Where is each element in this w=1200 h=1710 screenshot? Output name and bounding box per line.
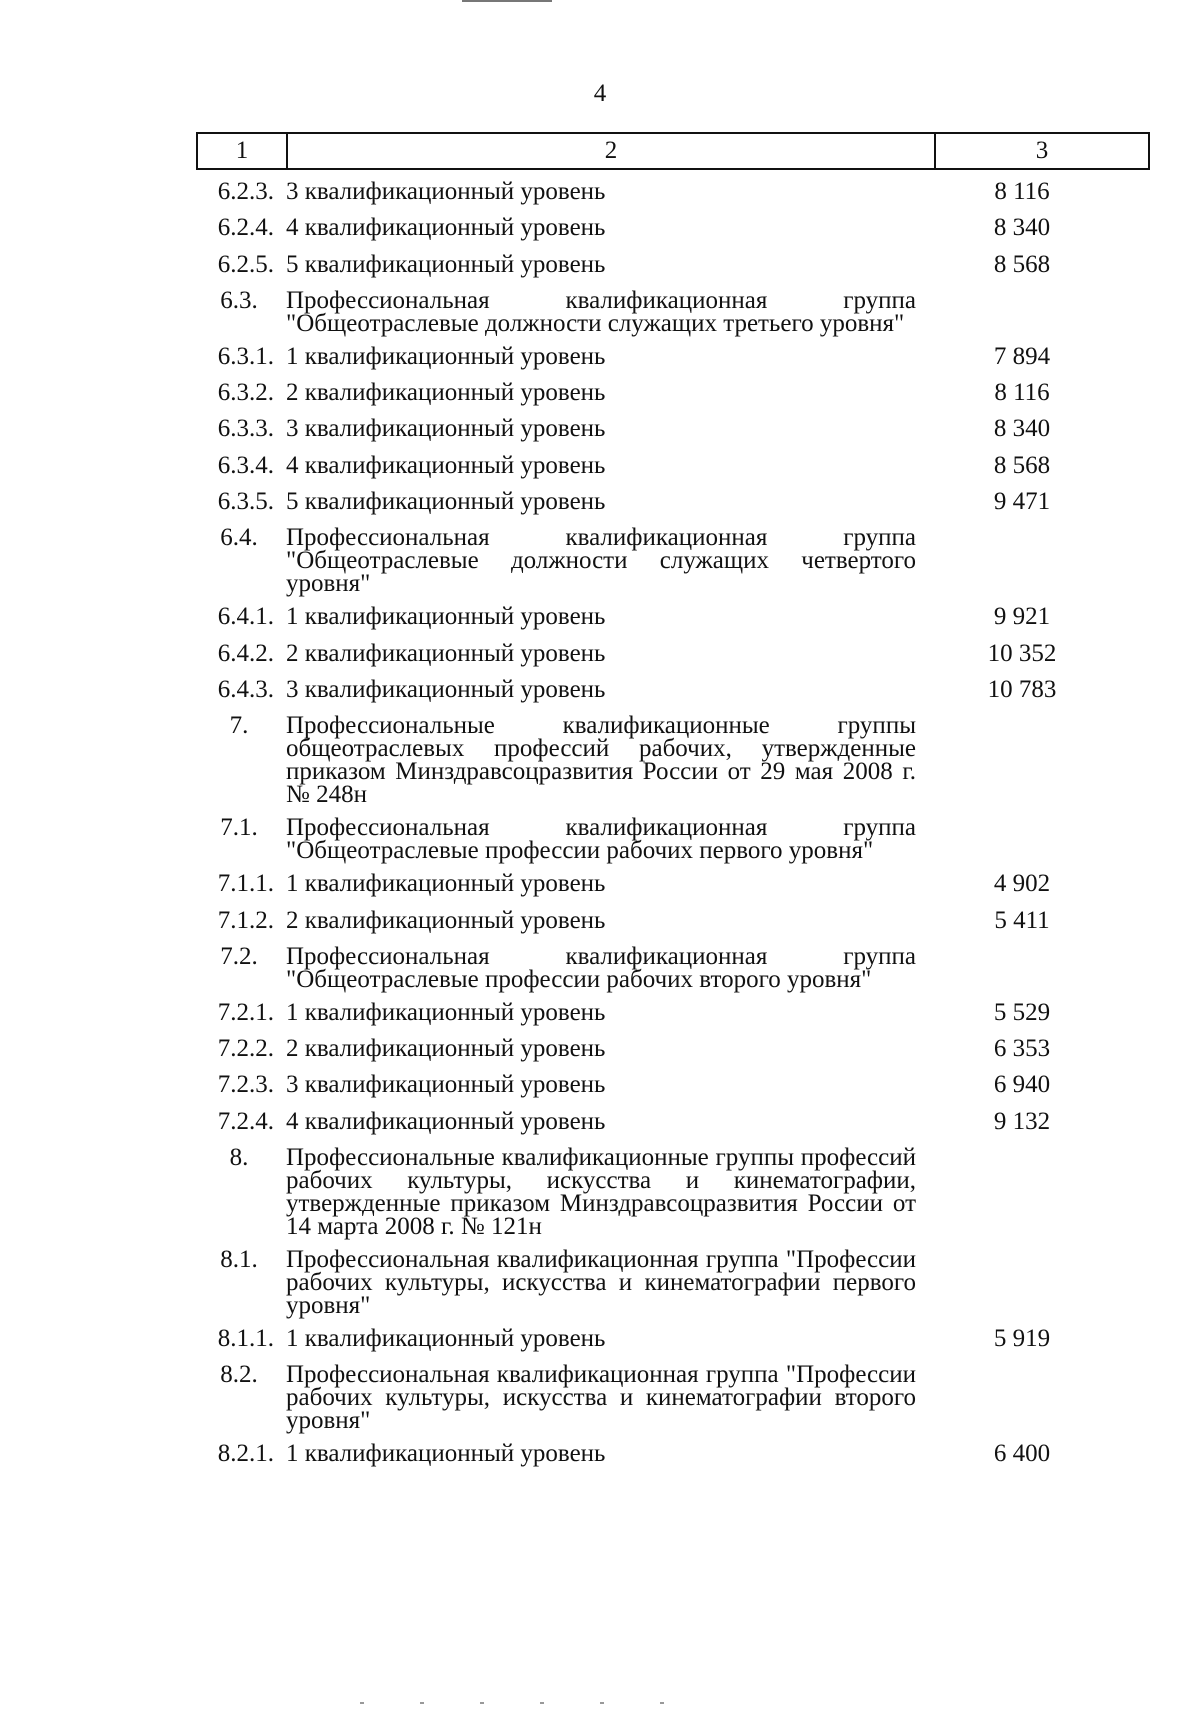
row-name: 2 квалификационный уровень bbox=[286, 379, 606, 407]
row-number: 6.2.4. bbox=[217, 214, 274, 242]
row-number: 8. bbox=[229, 1144, 249, 1172]
row-number: 7.2.4. bbox=[217, 1107, 274, 1135]
row-name: 3 квалификационный уровень bbox=[286, 1071, 606, 1099]
row-name: 4 квалификационный уровень bbox=[286, 451, 606, 479]
row-name: 3 квалификационный уровень bbox=[286, 178, 606, 205]
row-name: 1 квалификационный уровень bbox=[286, 603, 606, 631]
row-number: 6.3.1. bbox=[217, 342, 274, 370]
top-rule bbox=[462, 0, 552, 2]
row-name: Профессиональная квалификационная группа "Общеотраслевые должности служащих четвертого уровня" bbox=[286, 524, 916, 598]
row-number: 7.1.2. bbox=[217, 906, 274, 934]
table-row bbox=[196, 1321, 1150, 1357]
row-value bbox=[934, 945, 1150, 991]
row-value: 10 352 bbox=[987, 639, 1057, 667]
row-value bbox=[934, 1248, 1150, 1317]
row-name: Профессиональная квалификационная группа "Общеотраслевые профессии рабочих первого уровня" bbox=[286, 814, 916, 865]
table-row bbox=[196, 484, 1150, 520]
row-name: 2 квалификационный уровень bbox=[286, 639, 606, 667]
row-value bbox=[934, 1363, 1150, 1432]
row-value bbox=[934, 1146, 1150, 1238]
row-number: 6.4.3. bbox=[217, 675, 274, 703]
row-value bbox=[934, 526, 1150, 595]
table-row bbox=[196, 210, 1150, 246]
table-row bbox=[196, 939, 1150, 995]
header-col-1: 1 bbox=[198, 134, 288, 168]
row-value: 4 902 bbox=[993, 870, 1051, 898]
table-row bbox=[196, 411, 1150, 447]
row-name: Профессиональная квалификационная группа "Профессии рабочих культуры, искусства и кинематографии второго уровня" bbox=[286, 1361, 916, 1435]
row-value bbox=[934, 816, 1150, 862]
table-row bbox=[196, 1436, 1150, 1472]
row-value: 5 529 bbox=[993, 998, 1051, 1026]
row-value: 9 921 bbox=[993, 603, 1051, 631]
row-name: 5 квалификационный уровень bbox=[286, 250, 606, 278]
row-name: 5 квалификационный уровень bbox=[286, 488, 606, 516]
table-row bbox=[196, 672, 1150, 708]
table-row bbox=[196, 283, 1150, 339]
table-row bbox=[196, 1242, 1150, 1321]
header-col-3: 3 bbox=[1035, 137, 1049, 164]
row-name: 4 квалификационный уровень bbox=[286, 1107, 606, 1135]
row-value: 6 940 bbox=[993, 1071, 1051, 1099]
table-row bbox=[196, 1140, 1150, 1242]
row-number: 7.1.1. bbox=[217, 870, 274, 898]
row-number: 6.3.3. bbox=[217, 415, 274, 443]
row-name: 1 квалификационный уровень bbox=[286, 342, 606, 370]
row-number: 7.2. bbox=[220, 942, 258, 970]
header-col-2: 2 bbox=[288, 134, 936, 168]
row-name: Профессиональная квалификационная группа "Общеотраслевые должности служащих третьего уровня" bbox=[286, 286, 916, 337]
row-number: 6.4.2. bbox=[217, 639, 274, 667]
table-row bbox=[196, 247, 1150, 283]
row-name: Профессиональная квалификационная группа "Профессии рабочих культуры, искусства и кинематографии первого уровня" bbox=[286, 1246, 916, 1320]
table-row bbox=[196, 903, 1150, 939]
row-number: 7.1. bbox=[220, 814, 258, 842]
row-name: 4 квалификационный уровень bbox=[286, 214, 606, 242]
row-number: 6.4.1. bbox=[217, 603, 274, 631]
row-number: 7.2.1. bbox=[217, 998, 274, 1026]
row-value: 8 568 bbox=[993, 250, 1051, 278]
page-number: 4 bbox=[593, 80, 607, 107]
table-row bbox=[196, 1104, 1150, 1140]
row-number: 6.3. bbox=[220, 286, 258, 314]
table-row bbox=[196, 866, 1150, 902]
row-value: 8 116 bbox=[994, 178, 1050, 205]
row-value: 8 116 bbox=[994, 379, 1050, 407]
row-number: 8.1. bbox=[220, 1246, 258, 1274]
table-row bbox=[196, 599, 1150, 635]
table-header bbox=[196, 132, 1150, 170]
table-row bbox=[196, 708, 1150, 810]
row-value bbox=[934, 289, 1150, 335]
row-number: 8.2.1. bbox=[217, 1440, 274, 1468]
row-value: 10 783 bbox=[987, 675, 1057, 703]
row-number: 8.2. bbox=[220, 1361, 258, 1389]
table-row bbox=[196, 995, 1150, 1031]
row-number: 6.2.3. bbox=[217, 178, 274, 205]
table-row bbox=[196, 520, 1150, 599]
table-row bbox=[196, 810, 1150, 866]
bottom-scan-marks bbox=[360, 1702, 700, 1704]
row-value: 5 411 bbox=[994, 906, 1050, 934]
row-value: 7 894 bbox=[993, 342, 1051, 370]
row-value bbox=[934, 714, 1150, 806]
row-number: 7.2.2. bbox=[217, 1035, 274, 1063]
table-row bbox=[196, 174, 1150, 210]
row-value: 6 400 bbox=[993, 1440, 1051, 1468]
row-name: 1 квалификационный уровень bbox=[286, 1440, 606, 1468]
row-name: Профессиональные квалификационные группы общеотраслевых профессий рабочих, утвержденные приказом Минздравсоцразвития России от 29 мая 2008 г. № 248н bbox=[286, 712, 916, 809]
row-name: 1 квалификационный уровень bbox=[286, 998, 606, 1026]
row-name: 1 квалификационный уровень bbox=[286, 870, 606, 898]
row-number: 8.1.1. bbox=[217, 1325, 274, 1353]
row-name: Профессиональные квалификационные группы профессий рабочих культуры, искусства и кинематографии, утвержденные приказом Минздравсоцразвития России от 14 марта 2008 г. № 121н bbox=[286, 1144, 916, 1241]
row-value: 6 353 bbox=[993, 1035, 1051, 1063]
row-number: 6.3.2. bbox=[217, 379, 274, 407]
row-name: 2 квалификационный уровень bbox=[286, 906, 606, 934]
row-name: 1 квалификационный уровень bbox=[286, 1325, 606, 1353]
row-name: Профессиональная квалификационная группа "Общеотраслевые профессии рабочих второго уровня" bbox=[286, 942, 916, 993]
row-number: 7. bbox=[229, 712, 249, 740]
row-name: 3 квалификационный уровень bbox=[286, 415, 606, 443]
row-value: 8 568 bbox=[993, 451, 1051, 479]
row-name: 3 квалификационный уровень bbox=[286, 675, 606, 703]
row-number: 6.2.5. bbox=[217, 250, 274, 278]
table-body bbox=[196, 174, 1150, 1473]
row-value: 9 471 bbox=[993, 488, 1051, 516]
row-name: 2 квалификационный уровень bbox=[286, 1035, 606, 1063]
row-value: 8 340 bbox=[993, 214, 1051, 242]
row-number: 6.4. bbox=[220, 524, 258, 552]
table-row bbox=[196, 1357, 1150, 1436]
table-row bbox=[196, 636, 1150, 672]
row-number: 6.3.4. bbox=[217, 451, 274, 479]
table-row bbox=[196, 1031, 1150, 1067]
row-number: 7.2.3. bbox=[217, 1071, 274, 1099]
table-row bbox=[196, 1067, 1150, 1103]
table-row bbox=[196, 448, 1150, 484]
row-value: 5 919 bbox=[993, 1325, 1051, 1353]
table-row bbox=[196, 339, 1150, 375]
row-number: 6.3.5. bbox=[217, 488, 274, 516]
row-value: 9 132 bbox=[993, 1107, 1051, 1135]
table-row bbox=[196, 375, 1150, 411]
row-value: 8 340 bbox=[993, 415, 1051, 443]
